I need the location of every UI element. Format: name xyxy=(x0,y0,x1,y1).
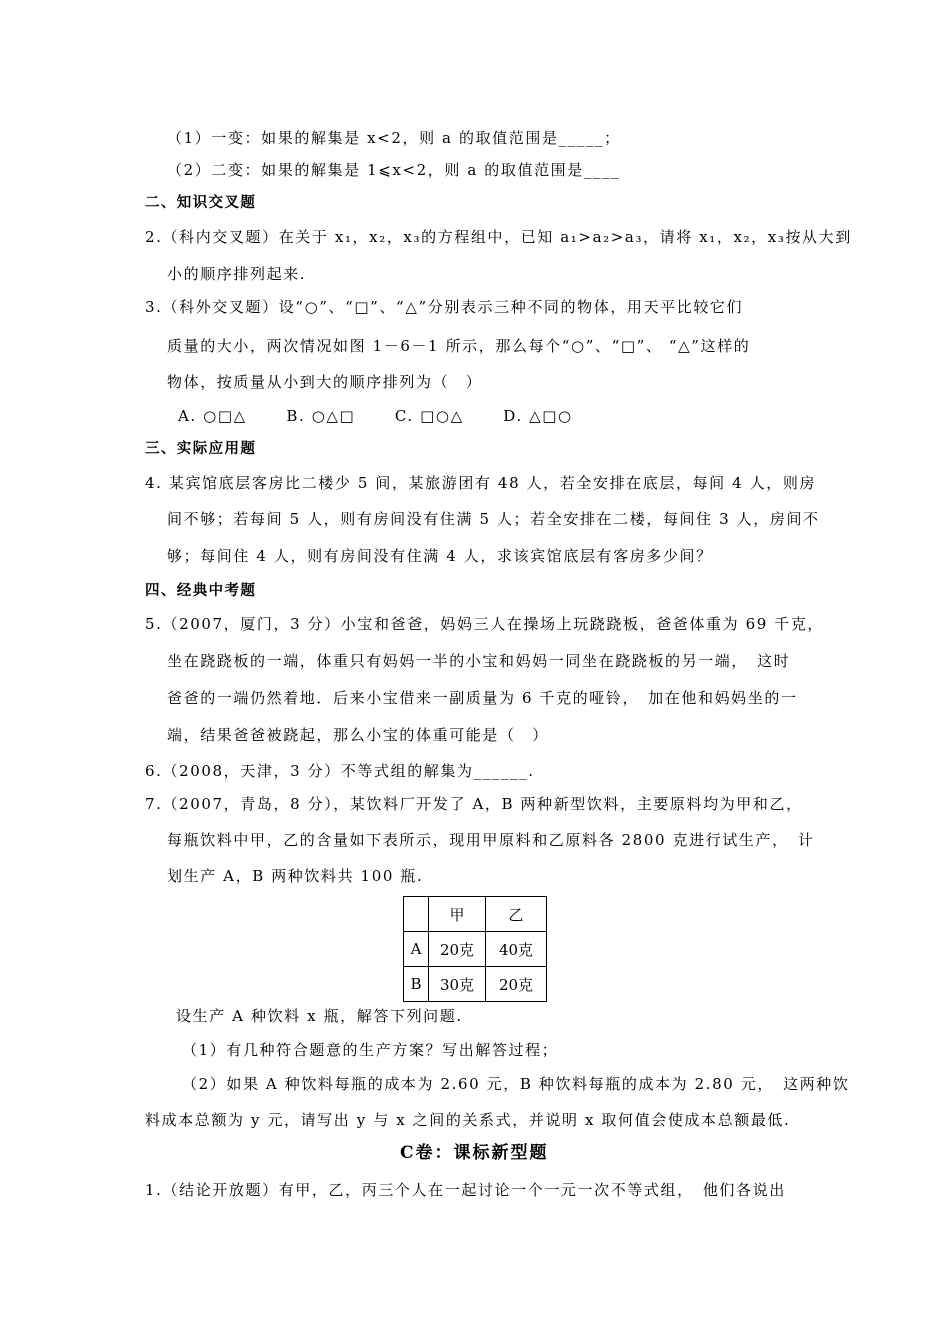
question-3-line-1: 3.（科外交叉题）设“○”、“□”、“△”分别表示三种不同的物体，用天平比较它们 xyxy=(145,298,744,316)
question-3-line-3: 物体，按质量从小到大的顺序排列为（ ） xyxy=(167,373,483,391)
question-5-line-2: 坐在跷跷板的一端，体重只有妈妈一半的小宝和妈妈一同坐在跷跷板的另一端， 这时 xyxy=(167,652,791,670)
question-4-line-2: 间不够；若每间 5 人，则有房间没有住满 5 人；若全安排在二楼，每间住 3 人，房间不 xyxy=(167,510,820,528)
question-5-line-3: 爸爸的一端仍然着地．后来小宝借来一副质量为 6 千克的哑铃， 加在他和妈妈坐的一 xyxy=(167,689,798,707)
question-7-setup: 设生产 A 种饮料 x 瓶，解答下列问题. xyxy=(176,1007,463,1025)
table-corner-cell xyxy=(404,897,429,932)
question-2-line-2: 小的顺序排列起来. xyxy=(167,265,307,283)
section-c-question-1: 1.（结论开放题）有甲，乙，丙三个人在一起讨论一个一元一次不等式组， 他们各说出 xyxy=(145,1181,786,1199)
variant-1-text: （1）一变：如果的解集是 x<2，则 a 的取值范围是_____； xyxy=(167,129,621,147)
section-heading-practical: 三、实际应用题 xyxy=(145,441,257,457)
question-4-line-1: 4. 某宾馆底层客房比二楼少 5 间，某旅游团有 48 人，若全安排在底层，每间 4 人，则房 xyxy=(145,474,817,492)
table-cell: 40克 xyxy=(486,932,547,967)
question-7-line-3: 划生产 A，B 两种饮料共 100 瓶. xyxy=(167,867,424,885)
question-3-line-2: 质量的大小，两次情况如图 1－6－1 所示，那么每个“○”、“□”、 “△”这样的 xyxy=(167,337,751,355)
ingredient-table xyxy=(403,896,547,1002)
question-7-part-2-line-2: 料成本总额为 y 元，请写出 y 与 x 之间的关系式，并说明 x 取何值会使成本总额最低. xyxy=(145,1111,791,1129)
table-header-row xyxy=(404,897,547,932)
table-row-label: B xyxy=(404,967,429,1002)
question-4-line-3: 够；每间住 4 人，则有房间没有住满 4 人，求该宾馆底层有客房多少间？ xyxy=(167,547,713,565)
question-3-options: A. ○□△ B. ○△□ C. □○△ D. △□○ xyxy=(178,407,573,425)
table-cell: 20克 xyxy=(486,967,547,1002)
question-2-line-1: 2.（科内交叉题）在关于 x₁，x₂，x₃的方程组中，已知 a₁>a₂>a₃，请将 x₁，x₂，x₃按从大到 xyxy=(145,228,852,246)
table-cell: 20克 xyxy=(429,932,486,967)
question-7-line-2: 每瓶饮料中甲，乙的含量如下表所示，现用甲原料和乙原料各 2800 克进行试生产， 计 xyxy=(167,831,815,849)
question-7-part-1: （1）有几种符合题意的生产方案？写出解答过程； xyxy=(182,1041,559,1059)
question-5-line-4: 端，结果爸爸被跷起，那么小宝的体重可能是（ ） xyxy=(167,726,549,744)
table-row xyxy=(404,967,547,1002)
table-row-label: A xyxy=(404,932,429,967)
question-6-text: 6.（2008，天津，3 分）不等式组的解集为______. xyxy=(145,762,535,780)
question-5-line-1: 5.（2007，厦门，3 分）小宝和爸爸，妈妈三人在操场上玩跷跷板，爸爸体重为 69 千克， xyxy=(145,615,825,633)
table-header-cell: 乙 xyxy=(486,897,547,932)
section-c-title: C卷：课标新型题 xyxy=(400,1143,549,1163)
table-cell: 30克 xyxy=(429,967,486,1002)
table-row xyxy=(404,932,547,967)
question-7-part-2-line-1: （2）如果 A 种饮料每瓶的成本为 2.60 元，B 种饮料每瓶的成本为 2.80 元， 这两种饮 xyxy=(182,1075,850,1093)
section-heading-classic-exam: 四、经典中考题 xyxy=(145,583,257,599)
table-header-cell: 甲 xyxy=(429,897,486,932)
question-7-line-1: 7.（2007，青岛，8 分），某饮料厂开发了 A，B 两种新型饮料，主要原料均为甲和乙， xyxy=(145,795,803,813)
variant-2-text: （2）二变：如果的解集是 1⩽x<2，则 a 的取值范围是____ xyxy=(167,161,621,179)
section-heading-knowledge-cross: 二、知识交叉题 xyxy=(145,195,257,211)
